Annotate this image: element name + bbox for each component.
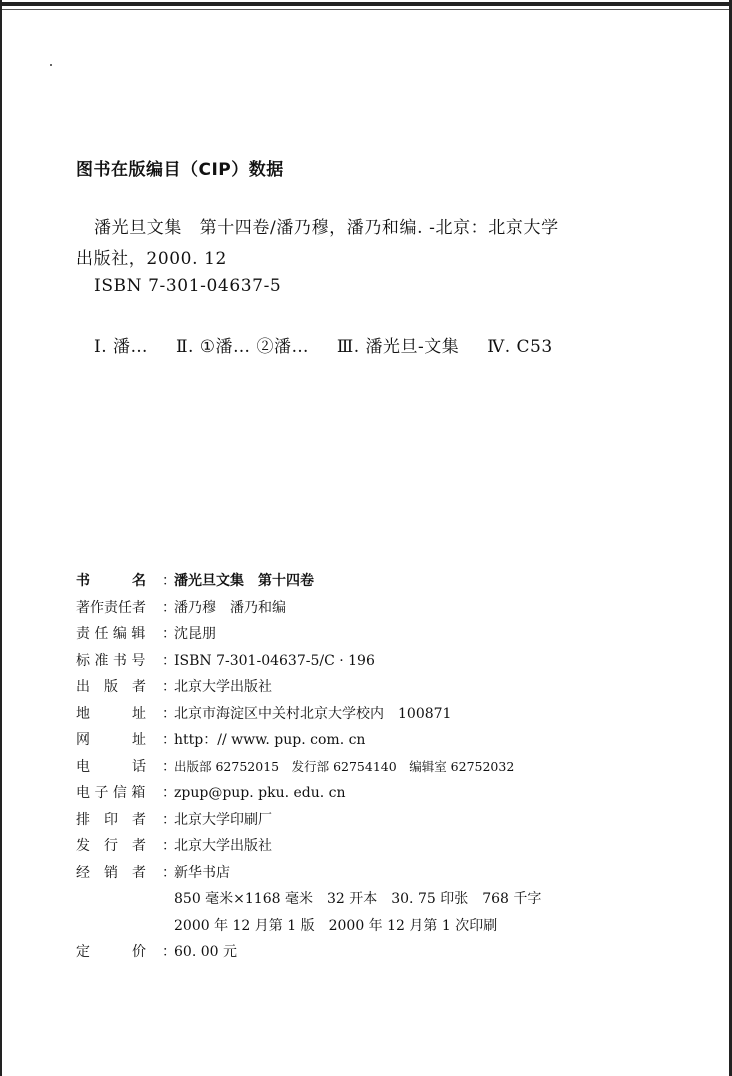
info-label: 出 版 者 [76, 679, 146, 695]
info-value: 2000 年 12 月第 1 版 2000 年 12 月第 1 次印刷 [174, 917, 498, 934]
left-edge [0, 0, 2, 1076]
info-label: 地 址 [76, 705, 146, 722]
info-label: 网 址 [76, 732, 146, 748]
info-value: 北京大学印刷厂 [174, 811, 272, 828]
info-value: 新华书店 [174, 864, 230, 881]
class-item: Ⅳ. C53 [487, 337, 553, 357]
info-value: 潘乃穆 潘乃和编 [174, 599, 286, 616]
class-item: Ⅱ. ①潘… ②潘… [175, 337, 309, 357]
info-label: 经 销 者 [76, 864, 146, 881]
info-label: 电 话 [76, 758, 146, 775]
page: 图书在版编目（CIP）数据 潘光旦文集 第十四卷/潘乃穆，潘乃和编. -北京：北京大学 出版社，2000. 12 ISBN 7-301-04637-5 Ⅰ. 潘… Ⅱ. ①潘… ②潘… Ⅲ. 潘光旦-文集 Ⅳ. C53 书 名 ： 潘光旦文集 第十四卷 著作责任者 ： 潘乃穆 潘乃和编 责 任 编 辑 ： 沈昆朋 标 准 书 号 ： ISBN 7-301-04637-5/C · 196 出 版 者 ： 北京大学出版社 地 址 ： 北京市海淀区中关村北京大学校内 100871 网 址 ： http：// www. pup. com. cn 电 话 ： 出版部 62752015 发行部 62754140 编辑室 62752032 电 子 信 箱 ： zpup@pup. pku. edu. cn 排 印 者 ： 北京大学印刷厂 发 行 者 ： 北京大学出版社 经 销 者 ： 新华书店 850 毫米×1168 毫米 32 开本 30. 75 印张 768 千字 2000 年 12 月第 1 版 2000 年 12 月第 1 次印刷 定 价 ： 60. 00 元 [0, 0, 732, 1076]
info-value: 60. 00 元 [174, 944, 237, 960]
info-label: 定 价 [76, 944, 146, 960]
info-value: 出版部 62752015 发行部 62754140 编辑室 62752032 [174, 758, 515, 774]
info-value: 850 毫米×1168 毫米 32 开本 30. 75 印张 768 千字 [174, 891, 542, 907]
cip-line-2: 出版社，2000. 12 [76, 249, 227, 269]
cip-record [76, 213, 606, 275]
cip-classification [94, 332, 575, 357]
info-value: 北京大学出版社 [174, 679, 272, 695]
info-value: http：// www. pup. com. cn [174, 732, 366, 748]
info-label: 发 行 者 [76, 838, 146, 854]
cip-isbn: ISBN 7-301-04637-5 [94, 276, 282, 296]
top-rule-thin [0, 9, 732, 10]
info-label: 标 准 书 号 [76, 652, 146, 669]
info-value: 沈昆朋 [174, 626, 216, 642]
info-label: 著作责任者 [76, 599, 146, 616]
info-label: 排 印 者 [76, 811, 146, 828]
info-value: 北京市海淀区中关村北京大学校内 100871 [174, 705, 452, 722]
top-rule [0, 2, 732, 6]
info-label: 电 子 信 箱 [76, 785, 146, 801]
info-value: 潘光旦文集 第十四卷 [174, 573, 314, 589]
cip-line-1: 潘光旦文集 第十四卷/潘乃穆，潘乃和编. -北京：北京大学 [94, 218, 559, 238]
info-value: 北京大学出版社 [174, 838, 272, 854]
class-item: Ⅰ. 潘… [94, 337, 149, 357]
info-label: 责 任 编 辑 [76, 626, 146, 642]
info-label: 书 名 [76, 573, 146, 589]
class-item: Ⅲ. 潘光旦-文集 [336, 337, 460, 357]
info-value: zpup@pup. pku. edu. cn [174, 785, 346, 801]
cip-heading: 图书在版编目（CIP）数据 [76, 160, 284, 180]
info-value: ISBN 7-301-04637-5/C · 196 [174, 652, 375, 669]
scan-speck [50, 64, 52, 66]
